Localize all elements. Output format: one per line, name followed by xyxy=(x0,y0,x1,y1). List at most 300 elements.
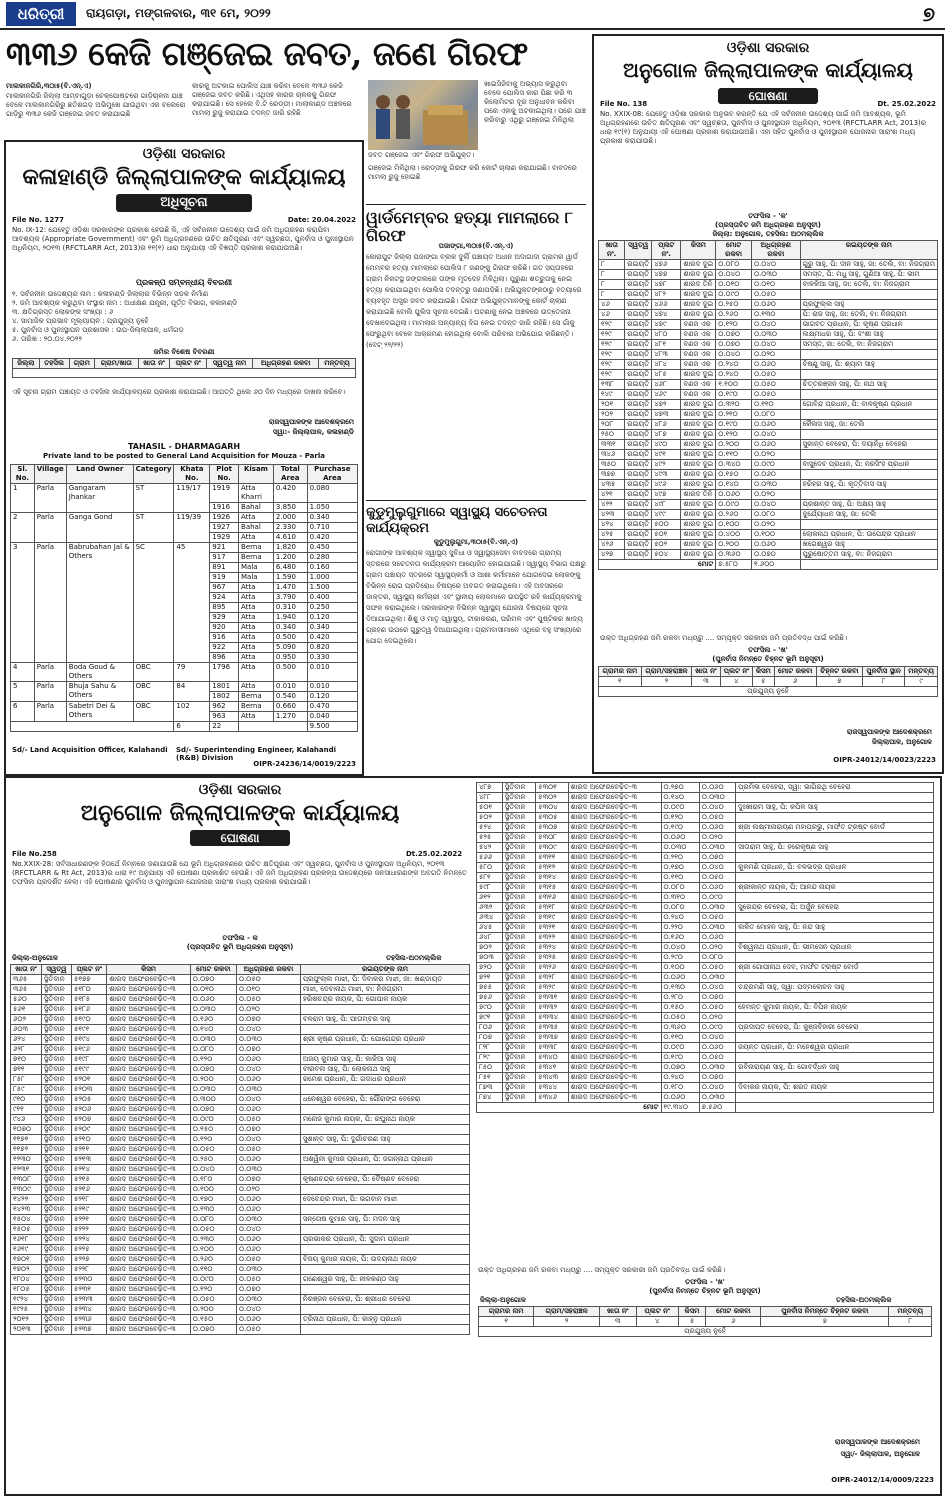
table-row xyxy=(11,1215,470,1225)
total-area: 1.270 xyxy=(273,712,307,722)
table-cell: ୦.୦୧୦ xyxy=(190,985,236,995)
story1-body-right: ଖାଇସିଜିବାକୁ ଅଭ୍ୟାସ କରୁଥିବା ବେଳେ ପୋଲିସ କାର ପିଛା କରି ୩ କିଲୋମିଟର ଦୂର ଅନୁଧାବନ କରିବା ପରେ ଏହାକୁ ଅଟକାଇଥିଲା। ପରେ ଯାଞ୍ଚ କରିବାରୁ ଏଥିରୁ ଗଞ୍ଜେଇ ମିଳିଥିଲା xyxy=(484,80,586,124)
table-cell: ସ୍ଥିତିବାନ xyxy=(41,985,71,995)
table-row xyxy=(477,833,934,843)
table-cell: ୫୮୧ xyxy=(477,873,503,883)
table-cell: ୫୧୯୧ xyxy=(71,1025,106,1035)
table-row xyxy=(11,1285,470,1295)
table-row xyxy=(477,843,934,853)
table-row xyxy=(599,470,938,480)
table-cell: ଶାରଦ ଅଫେରବେଢ଼ିତ-୩ xyxy=(107,1035,190,1045)
table-cell: ୦.୧୨୦ xyxy=(661,813,699,823)
total-purchase-area: 9.500 xyxy=(307,722,357,732)
table-cell: ରଇୟତି xyxy=(625,390,652,400)
plot-no: 922 xyxy=(210,643,239,653)
table-cell: ୦.୦୨୦ xyxy=(751,450,800,460)
plot-no: 917 xyxy=(210,553,239,563)
purchase-area: 0.330 xyxy=(307,653,357,663)
table-cell: ୦.୧୨୦ xyxy=(716,320,752,330)
table-cell: OBC xyxy=(133,682,174,702)
table-cell: ୦.୦୩୦ xyxy=(699,903,735,913)
table-cell: ୦.୦୭୦ xyxy=(190,1105,236,1115)
story1-caption: ଜବତ ଗଞ୍ଜେଇ ଏବଂ ଗିରଫ ଅଭିଯୁକ୍ତ। xyxy=(368,151,475,159)
table-cell: ଶାରଦ ଅଫେରବେଢ଼ିତ-୩ xyxy=(568,1043,661,1053)
table-cell: ୧୧୭୨ xyxy=(11,1145,42,1155)
table-cell: ୦.୧୦୦ xyxy=(751,530,800,540)
table-cell: ଶାରଦ ଅଫେରବେଢ଼ିତ-୩ xyxy=(107,1275,190,1285)
table-row xyxy=(11,1185,470,1195)
table-cell: ରଇୟତି xyxy=(625,510,652,520)
table-cell: ୪୭୪ xyxy=(652,310,681,320)
table-cell: ୦.୧୨୦ xyxy=(190,1055,236,1065)
table-cell: ST xyxy=(133,484,174,513)
table-cell: ସ୍ଥିତିବାନ xyxy=(502,803,535,813)
table-cell: ୫୩୨୯ xyxy=(536,983,568,993)
table-cell: ୦.୦୬୦ xyxy=(699,783,735,793)
table-cell: ରଇୟତି xyxy=(625,530,652,540)
table-cell: ୯୧୧ xyxy=(11,1105,42,1115)
total-owner-count: 6 xyxy=(174,722,210,732)
table-cell: ୫୩୪୧ xyxy=(536,1063,568,1073)
story3-headline: କୁଡୁମୁଲୁଗୁମାରେ ସ୍ୱାସ୍ଥ୍ୟ ସଚେତନତା କାର୍ଯ୍ୟକ୍ରମ xyxy=(366,505,548,536)
table-row xyxy=(599,350,938,360)
table-cell: କୈଳାସ ସାହୁ, ଜା: ତେଲି xyxy=(800,420,937,430)
table-cell: ପୁରୁଷୋତ୍ତମ ସାହୁ, ବା: ନିଜଗ୍ରାମ xyxy=(800,550,937,560)
table-cell: ୫୨୨୨ xyxy=(71,1225,106,1235)
table-cell: ୦.୩୬୦ xyxy=(661,1023,699,1033)
table-cell: ୦.୦୬୦ xyxy=(751,360,800,370)
table-cell: ସ୍ଥିତିବାନ xyxy=(502,1083,535,1093)
table-cell: Parla xyxy=(34,682,66,702)
table-cell: ବଣଜ ଏକ xyxy=(681,380,716,390)
column-header: Category xyxy=(133,465,174,484)
table-cell: ୦.୦୫୦ xyxy=(190,1145,236,1155)
table-cell: ଗଣେଶ୍ୱର ସାହୁ, ପି: ନୀଳକଣ୍ଠ ସାହୁ xyxy=(300,1275,469,1285)
table-cell: ସ୍ଥିତିବାନ xyxy=(502,1033,535,1043)
table-cell: ୧୨୯ xyxy=(599,340,625,350)
table-cell xyxy=(736,1103,934,1113)
table-cell: ୫୩୩୭ xyxy=(536,1033,568,1043)
table-row xyxy=(477,963,934,973)
table-cell: ୦.୨୪୦ xyxy=(661,1073,699,1083)
story1-body-left: ମାଲକାନଗିରି ଜିଲ୍ଲା ଆମ୍ବାଗୁଡ଼ା ଚେକ୍‌ପୋଷ୍ଟରେ ଗାଡ଼ିଚାଳନା ଯାଞ୍ଚ ବେଳେ ମାଲକାନଗିରିରୁ ଛତିଶଗଡ଼ ଅଭିମୁଖେ ଯାଉଥିବା ଏକ ବଲେରୋ ଗାଡ଼ିରୁ ୩୩୬ କେଜି ଗଞ୍ଜେଇ ଜବତ କରାଯାଇଛି xyxy=(6,92,186,118)
table-cell: ୫୨୦୫ xyxy=(71,1095,106,1105)
signature-order: ରାଜସ୍ୱପାଳଙ୍କ ଆଦେଶକ୍ରମେ xyxy=(268,418,354,426)
table-cell: ଶାରଦ ଅଫେରବେଢ଼ିତ-୩ xyxy=(107,1315,190,1325)
table-cell xyxy=(800,520,937,530)
table-cell: ୦.୨୩୦ xyxy=(190,1235,236,1245)
table-cell: ୦.୦୬୦ xyxy=(236,1195,300,1205)
purchase-area: 0.470 xyxy=(307,702,357,712)
table-cell: ୪୨୬ xyxy=(599,540,625,550)
table-cell: ବଳରାମ ସାହୁ, ପି: ପୀତାମ୍ବର ସାହୁ xyxy=(300,1015,469,1025)
table-cell: ଶାରଦ ଅଫେରବେଢ଼ିତ-୩ xyxy=(568,863,661,873)
table-cell: ୫୧୯୪ xyxy=(71,1035,106,1045)
table-row xyxy=(477,1093,934,1103)
table-cell: ବଣଜ ଏକ xyxy=(681,340,716,350)
table-cell: ୦.୦୭୦ xyxy=(751,550,800,560)
column-header: ଗ୍ରାମ/ସହରାଞ୍ଚଳ xyxy=(641,667,692,677)
plot-no: 929 xyxy=(210,613,239,623)
table-cell: ଶାରଦ ଅଫେରବେଢ଼ିତ-୩ xyxy=(568,923,661,933)
notice-banner: ଅଧିସୂଚନା xyxy=(116,194,252,212)
table-cell: ଶାରଦ ଦୁଇ xyxy=(681,290,716,300)
column-header: ଖାତା ନଂ. xyxy=(599,241,625,260)
table-cell: Parla xyxy=(34,663,66,682)
table-cell: ୫୨୧୬ xyxy=(71,1185,106,1195)
table-cell: ୪୨୫ xyxy=(599,530,625,540)
schedule-district: ଜିଲ୍ଲା: ଅନୁଗୋଳ, ତହସିଲ: ଅଠମଲ୍ଲିକ xyxy=(712,230,824,238)
table-cell: ରଇୟତି xyxy=(625,320,652,330)
table-cell: ସ୍ଥିତିବାନ xyxy=(502,993,535,1003)
logo-subtitle: DHARITRI xyxy=(10,22,38,28)
table-row xyxy=(599,510,938,520)
total-area: 1.590 xyxy=(273,573,307,583)
table-cell: ୧୮୦୫ xyxy=(11,1285,42,1295)
table-cell: ୪୮୮ xyxy=(477,793,503,803)
column-header: ମନ୍ତବ୍ୟ xyxy=(889,1307,932,1317)
table-cell: ୦.୧୫୦ xyxy=(716,470,752,480)
table-row xyxy=(477,953,934,963)
table-cell: ୦.୦୩୦ xyxy=(661,843,699,853)
signature-title: ସ୍ୱା:- ଜିଲ୍ଲାପାଳ, କଳାହାଣ୍ଡି xyxy=(273,428,354,436)
table-cell: ରଇୟତି xyxy=(625,260,652,270)
table-cell: ସ୍ଥିତିବାନ xyxy=(41,1275,71,1285)
story1-headline: ୩୩୬ କେଜି ଗଞ୍ଜେଇ ଜବତ, ଜଣେ ଗିରଫ xyxy=(6,34,528,73)
table-cell: ମାଝୀ, ଦେବାନାଥ ମାଝୀ, ବା: ନିଜଗ୍ରାମ xyxy=(300,985,469,995)
table-cell: ୦.୦୬୦ xyxy=(236,1075,300,1085)
table-cell: ରଇୟତି xyxy=(625,540,652,550)
table-title: Private land to be posted to General Land Acquisition for Mouza - Parla xyxy=(43,452,325,460)
plot-no: 924 xyxy=(210,593,239,603)
table-cell: 119/17 xyxy=(174,484,210,513)
table-cell: ୬୪୫ xyxy=(477,923,503,933)
purchase-area: 1.050 xyxy=(307,503,357,513)
table-row xyxy=(11,1145,470,1155)
story3-dateline: କୁଡୁମୁଲୁଗୁମା,୩୦ା୫(ବି.ଏନ୍‌.ଏ) xyxy=(433,538,519,546)
table-cell: ୮୭୩ xyxy=(477,1083,503,1093)
table-cell: ୫୩୦୧ xyxy=(536,783,568,793)
table-row xyxy=(11,1085,470,1095)
notice-gov: ଓଡ଼ିଶା ସରକାର xyxy=(198,782,282,798)
table-cell: ୪୮୬ xyxy=(652,420,681,430)
table-cell: ୦.୧୬୦ xyxy=(190,1015,236,1025)
column-index: ୯ xyxy=(905,677,938,687)
table-cell: ୧୨୯ xyxy=(599,320,625,330)
story2-body: କୋରାପୁଟ ଜିଲ୍ଲା ପଜାଙ୍ଗା ବ୍ଲକ ଦୁର୍ଲି ପଞ୍ଚାୟତ ଅଧୀନ ଅଦାଗାଦା ଗ୍ରାମର ୱାର୍ଡ ମେମ୍ବର ହତ୍ୟା ମାମଲାରେ ପୋଲିସ ୮ ଜଣଙ୍କୁ ଗିରଫ କରିଛି। ଗତ ସପ୍ତାହରେ ଗ୍ରାମ ନିକଟସ୍ଥ ଜଙ୍ଗଲରେ ତାଙ୍କ ମୃତଦେହ ମିଳିଥିଲା। ପୁରୁଣା ଶତ୍ରୁତାକୁ ନେଇ ହତ୍ୟା କରାଯାଇଥିବା ପୋଲିସ ତଦନ୍ତରୁ ଜଣାପଡ଼ିଛି। ଅଭିଯୁକ୍ତଙ୍କଠାରୁ ହତ୍ୟାରେ ବ୍ୟବହୃତ ଅସ୍ତ୍ର ଜବତ କରାଯାଇଛି। ଗିରଫ ଅଭିଯୁକ୍ତମାନଙ୍କୁ କୋର୍ଟ ଚାଲାଣ କରାଯାଇଛି ବୋଲି ପୁଲିସ ସୂଚନା ଦେଇଛି। ଘଟଣାକୁ ନେଇ ଅଞ୍ଚଳରେ ଉତ୍ତେଜନା ଦେଖାଦେଇଥିଲା। ମାମଲାର ଅନ୍ୟାନ୍ୟ ଦିଗ ନେଇ ତଦନ୍ତ ଜାରି ରହିଛି। ସେ ଗାଁକୁ ଫେରୁଥିବା ବେଳେ ଆକ୍ରମଣ ହୋଇଥିଲା ବୋଲି ପରିବାର ଅଭିଯୋଗ କରିଛନ୍ତି। (ବେଟ୍‌ ୨୨/୨୨) xyxy=(366,253,582,349)
table-cell: ୫୨୧୮ xyxy=(71,1195,106,1205)
kalahandi-notice xyxy=(4,140,364,776)
table-cell: ୩୬୫ xyxy=(11,975,42,985)
table-cell: ସ୍ଥିତିବାନ xyxy=(41,1285,71,1295)
table-cell: ସ୍ଥିତିବାନ xyxy=(41,1295,71,1305)
list-item: ୨. ଜମି ଆବଶ୍ୟକ କରୁଥିବା ସଂସ୍ଥାର ନାମ : ଅଧୀକ୍ଷଣ ଯନ୍ତ୍ରୀ, ପୂର୍ତ୍ତ ବିଭାଗ, କଳାହାଣ୍ଡି xyxy=(12,299,238,307)
table-cell: ୦.୦୫୦ xyxy=(190,1225,236,1235)
table-row xyxy=(599,520,938,530)
table-cell: ଶାରଦ ଅଫେରବେଢ଼ିତ-୩ xyxy=(107,1075,190,1085)
table-row xyxy=(11,1055,470,1065)
table-cell xyxy=(800,390,937,400)
table-cell: ୦.୦୫୦ xyxy=(699,1003,735,1013)
kisam: Atta xyxy=(239,603,274,613)
table-cell: ହରିହର ସାହୁ, ପି: କୃତ୍ତିବାସ ସାହୁ xyxy=(800,480,937,490)
purchase-area: 0.710 xyxy=(307,523,357,533)
story3-body: ରୋଗୀଙ୍କ ଆବଶ୍ୟକ ସ୍ୱାସ୍ଥ୍ୟ ସୁବିଧା ଓ ସ୍ୱାସ୍ଥ୍ୟସେବା ବାବଦରେ ଗ୍ରାମ୍ୟ ସ୍ତରରେ ସଚେତନତା କାର୍ଯ୍ୟକ୍ରମ ଆୟୋଜିତ ହୋଇଯାଇଛି। ସ୍ୱାସ୍ଥ୍ୟ ବିଭାଗ ପକ୍ଷରୁ ଗ୍ରାମ ପଞ୍ଚାୟତ ସ୍ତରରେ ସ୍ୱାସ୍ଥ୍ୟକର୍ମୀ ଓ ଆଶା କର୍ମୀମାନେ ଯୋଗଦେଇ ଲୋକଙ୍କୁ ବିଭିନ୍ନ ରୋଗ ପ୍ରତିରୋଧ ବିଷୟରେ ଅବଗତ କରାଇଥିଲେ। ଏହି ଅବସରରେ ଡାକ୍ତର, ସ୍ୱାସ୍ଥ୍ୟ କର୍ମଚାରୀ ଏବଂ ସ୍ଥାନୀୟ ଲୋକମାନେ ଉପସ୍ଥିତ ରହି କାର୍ଯ୍ୟକ୍ରମକୁ ସଫଳ କରାଇଥିଲେ। ସରକାରଙ୍କ ବିଭିନ୍ନ ସ୍ୱାସ୍ଥ୍ୟ ଯୋଜନା ବିଷୟରେ ସୂଚନା ଦିଆଯାଇଥିଲା। ଶିଶୁ ଓ ମାତୃ ସ୍ୱାସ୍ଥ୍ୟ, ଟୀକାକରଣ, ପରିମଳ ଏବଂ ପୁଷ୍ଟିକର ଖାଦ୍ୟ ଗ୍ରହଣ ଉପରେ ଗୁରୁତ୍ୱ ଦିଆଯାଇଥିଲା। ଗ୍ରାମବାସୀମାନେ ଏଥିରେ ବହୁ ସଂଖ୍ୟାରେ ଯୋଗ ଦେଇଥିଲେ। xyxy=(366,549,586,645)
table-cell: ୦.୦୬୦ xyxy=(236,1155,300,1165)
column-header: ଗ୍ରାମର ନାମ xyxy=(479,1307,534,1317)
kisam: Atta xyxy=(239,712,274,722)
table-cell: ସୁଶାନ୍ତ ସାହୁ, ପି: ଦୁର୍ଗାଚରଣ ସାହୁ xyxy=(300,1135,469,1145)
table-row xyxy=(11,1105,470,1115)
newspaper-logo: ଧରିତ୍ରୀ xyxy=(6,2,76,26)
table-cell: ୦.୦୩୦ xyxy=(236,1085,300,1095)
table-cell xyxy=(736,973,934,983)
kisam: Atta xyxy=(239,593,274,603)
parla-land-table xyxy=(10,464,358,732)
table-row xyxy=(477,1083,934,1093)
table-cell: ୦.୧୯୦ xyxy=(661,1053,699,1063)
table-row xyxy=(477,903,934,913)
table-cell xyxy=(800,350,937,360)
table-cell: ୦.୦୭୦ xyxy=(716,330,752,340)
table-cell: Boda Goud & Others xyxy=(66,663,133,682)
table-cell: ଚନ୍ଦ୍ରମଣି ସାହୁ, ସ୍ୱା: ପଦ୍ମଲୋଚନ ସାହୁ xyxy=(736,983,934,993)
table-cell: ୫୨୦୭ xyxy=(71,1115,106,1125)
table-cell: ୧୬୧୮ xyxy=(11,1235,42,1245)
table-cell: ଜୟନ୍ତ ପ୍ରଧାନ, ପି: ମହେଶ୍ୱର ପ୍ରଧାନ xyxy=(736,1043,934,1053)
table-cell: ଶାରଦ ଅଫେରବେଢ଼ିତ-୩ xyxy=(107,1155,190,1165)
table-cell: ୦.୦୫୦ xyxy=(236,995,300,1005)
list-item: ୩. କ୍ଷତିଗ୍ରସ୍ତ ଲୋକଙ୍କ ସଂଖ୍ୟା : ୬ xyxy=(12,308,114,316)
table-row xyxy=(599,500,938,510)
notice-date: Dt.25.02.2022 xyxy=(406,850,463,858)
table-cell: ୫୩୪୪ xyxy=(536,1083,568,1093)
notice-date: Date: 20.04.2022 xyxy=(287,216,356,224)
table-cell: ରଇୟତି xyxy=(625,400,652,410)
table-cell: ୫୩୩୨ xyxy=(536,1003,568,1013)
table-cell: ୫୩୧୮ xyxy=(536,903,568,913)
column-header: ଖାତା ନଂ xyxy=(599,1307,636,1317)
table-cell xyxy=(736,853,934,863)
table-cell: ଶାରଦ ଅଫେରବେଢ଼ିତ-୩ xyxy=(568,1003,661,1013)
table-cell: ଶାରଦ ଦୁଇ xyxy=(681,500,716,510)
column-header: Sl. No. xyxy=(11,465,35,484)
total-row xyxy=(599,560,938,570)
column-header: ମନ୍ତବ୍ୟ xyxy=(319,359,356,369)
table-cell: ୮୫୦ xyxy=(477,1063,503,1073)
table-cell: ୧୪୯ xyxy=(599,390,625,400)
table-row xyxy=(11,1175,470,1185)
table-row xyxy=(11,702,358,712)
angul-top-schedule2-table xyxy=(598,666,938,697)
table-row xyxy=(599,430,938,440)
column-header: ଖାତା ନଂ xyxy=(692,667,720,677)
table-cell: ୦.୦୬୦ xyxy=(699,1043,735,1053)
table-cell: ୮ xyxy=(599,270,625,280)
table-cell xyxy=(736,1073,934,1083)
table-cell: ୦.୦୩୦ xyxy=(236,1035,300,1045)
column-index: ୩ xyxy=(692,677,720,687)
table-cell: ସ୍ଥିତିବାନ xyxy=(41,1205,71,1215)
table-cell: ୧୨୯ xyxy=(599,360,625,370)
table-cell: ୦.୦୬୦ xyxy=(190,995,236,1005)
table-cell xyxy=(800,470,937,480)
table-cell: ୩୬୫ xyxy=(11,985,42,995)
table-cell: ୭୧୦ xyxy=(11,1055,42,1065)
table-cell: ୦.୦୨୦ xyxy=(751,350,800,360)
total-plot-count: 22 xyxy=(210,722,239,732)
column-header: କିସମ xyxy=(753,667,774,677)
table-cell: ୦.୦୩୦ xyxy=(699,793,735,803)
table-cell: ୭୨୦ xyxy=(477,963,503,973)
table-cell: ୦.୩୨୦ xyxy=(716,400,752,410)
table-cell: ୦.୦୭୦ xyxy=(699,1073,735,1083)
table-cell: ୧୭୦୨ xyxy=(11,1265,42,1275)
table-cell: ୦.୦୪୦ xyxy=(716,350,752,360)
table-cell: ୧୧୭୧ xyxy=(11,1135,42,1145)
table-cell: ସ୍ଥିତିବାନ xyxy=(502,963,535,973)
table-cell xyxy=(736,1013,934,1023)
table-cell: ରଇୟତି xyxy=(625,410,652,420)
table-cell: ଶାରଦ ଅଫେରବେଢ଼ିତ-୩ xyxy=(107,1325,190,1335)
table-cell: ୦.୧୦୦ xyxy=(661,963,699,973)
table-row xyxy=(11,1235,470,1245)
list-item: ୫. ପୁନର୍ବାସ ଓ ପୁନଃସ୍ଥାପନ ପ୍ରଶାସକ : ଉପ-ଜିଲ୍ଲାପାଳ, ଧର୍ମଗଡ଼ xyxy=(12,326,184,334)
table-cell: ୦.୦୫୦ xyxy=(699,963,735,973)
table-cell: ଶାରଦ ଅଫେରବେଢ଼ିତ-୩ xyxy=(568,833,661,843)
table-cell: ୦.୨୪୦ xyxy=(716,360,752,370)
table-cell: ୧୫୦୪ xyxy=(11,1215,42,1225)
plot-no: 896 xyxy=(210,653,239,663)
table-cell: ୦.୩୬୦ xyxy=(716,550,752,560)
table-cell: ଶାରଦ ଅଫେରବେଢ଼ିତ-୩ xyxy=(107,995,190,1005)
table-cell: ୦.୨୪୦ xyxy=(661,913,699,923)
table-cell: ୮୨୮ xyxy=(477,1043,503,1053)
column-header: ଜିଲ୍ଲା xyxy=(13,359,40,369)
column-header: ମୋଟ ରକବା xyxy=(774,667,816,677)
kisam: Bahal xyxy=(239,523,274,533)
table-cell: ଶାରଦ ଅଫେରବେଢ଼ିତ-୩ xyxy=(568,1053,661,1063)
table-row xyxy=(11,543,358,553)
table-cell: ୦.୧୧୦ xyxy=(716,450,752,460)
table-cell: Parla xyxy=(34,513,66,543)
table-cell: ସ୍ଥିତିବାନ xyxy=(41,1305,71,1315)
table-cell: ଶାରଦ ତିନି xyxy=(681,280,716,290)
table-cell: ୮୭୪ xyxy=(477,1093,503,1103)
table-row xyxy=(11,1255,470,1265)
table-cell: ଲଳିତ ମୋହନ ସାହୁ, ପି: ନନ୍ଦ ସାହୁ xyxy=(736,923,934,933)
table-cell: ରଇୟତି xyxy=(625,300,652,310)
table-cell: ୪୯୯ xyxy=(652,510,681,520)
table-cell: ୫୧୯୮ xyxy=(71,1055,106,1065)
purchase-area: 0.340 xyxy=(307,513,357,523)
table-cell: ଭାଗବତ ପ୍ରଧାନ, ପି: କୃଷ୍ଣ ପ୍ରଧାନ xyxy=(800,320,937,330)
table-cell: ଶାରଦ ଅଫେରବେଢ଼ିତ-୩ xyxy=(107,1135,190,1145)
table-row xyxy=(599,410,938,420)
table-cell xyxy=(300,1165,469,1175)
table-row xyxy=(477,933,934,943)
table-cell: ସ୍ଥିତିବାନ xyxy=(41,1165,71,1175)
table-cell: ୫୨୧୫ xyxy=(71,1175,106,1185)
total-area: 6.480 xyxy=(273,563,307,573)
column-header: Total Area xyxy=(273,465,307,484)
purchase-area: 0.120 xyxy=(307,692,357,702)
table-cell: ଚିତ୍ତରଞ୍ଜନ ସାହୁ, ପି: ନାଥ ସାହୁ xyxy=(800,380,937,390)
table-cell: ଶାରଦ ଅଫେରବେଢ଼ିତ-୩ xyxy=(568,1073,661,1083)
table-cell: ସ୍ଥିତିବାନ xyxy=(502,873,535,883)
notice-note: ଉକ୍ତ ଅଧିଗ୍ରହଣ ଜମି ରକବା ମଧ୍ୟରୁ .... ସମ୍ପୃକ୍ତ ସରକାରୀ ଜମି ପ୍ରତିବଦ୍ଧ ପାଇଁ କରିଛି। xyxy=(600,634,847,642)
plot-no: 919 xyxy=(210,573,239,583)
column-index: ୭ xyxy=(761,1317,889,1327)
table-cell: ୧.୧୦୦ xyxy=(716,380,752,390)
table-cell: ସନ୍ତୋଷ କୁମାର ସାହୁ, ପି: ମଦନ ସାହୁ xyxy=(300,1215,469,1225)
angul-bottom-schedule2-table xyxy=(478,1306,932,1337)
table-cell: ୦.୦୪୦ xyxy=(236,1305,300,1315)
table-cell: OBC xyxy=(133,663,174,682)
total-area: 1.200 xyxy=(273,553,307,563)
total-area: 1.470 xyxy=(273,583,307,593)
table-cell: ୦.୦୯୦ xyxy=(699,1023,735,1033)
table-cell: ୪୭୯ xyxy=(652,320,681,330)
table-row xyxy=(477,813,934,823)
purchase-area: 0.250 xyxy=(307,603,357,613)
table-cell: ଶାରଦ ଅଫେରବେଢ଼ିତ-୩ xyxy=(568,1083,661,1093)
table-cell xyxy=(300,1005,469,1015)
total-area: 0.340 xyxy=(273,623,307,633)
schedule2-subtitle: (ପୁନର୍ବାସ ନିମନ୍ତେ ଚିହ୍ନଟ ଭୂମି ଅନୁସୂଚୀ) xyxy=(649,1287,761,1295)
table-cell: ସ୍ଥିତିବାନ xyxy=(41,1015,71,1025)
table-row xyxy=(599,420,938,430)
table-cell: ୦.୦୩୦ xyxy=(236,1295,300,1305)
plot-no: 1801 xyxy=(210,682,239,692)
column-header: ପ୍ଲଟ ନଂ xyxy=(720,667,752,677)
table-cell: ୦.୧୫୦ xyxy=(190,1315,236,1325)
table-row xyxy=(477,923,934,933)
table-row xyxy=(11,484,358,503)
table-cell: ୮୦୭ xyxy=(477,1033,503,1043)
table-row xyxy=(11,1295,470,1305)
table-cell: ୦.୨୧୦ xyxy=(716,410,752,420)
plot-no: 1926 xyxy=(210,513,239,523)
table-cell: ରଇୟତି xyxy=(625,340,652,350)
table-cell: ୦.୦୪୦ xyxy=(716,270,752,280)
angul-bottom-table-right xyxy=(476,782,934,1113)
table-cell: ସ୍ଥିତିବାନ xyxy=(502,943,535,953)
table-row xyxy=(599,320,938,330)
table-cell: Parla xyxy=(34,484,66,513)
table-cell: ୧୩୦୯ xyxy=(11,1185,42,1195)
column-header: ମୋଟ ରକବା xyxy=(190,965,236,975)
table-cell: ଶାରଦ ଅଫେରବେଢ଼ିତ-୩ xyxy=(107,1025,190,1035)
plot-no: 920 xyxy=(210,623,239,633)
table-row xyxy=(11,682,358,692)
table-cell: ଶାରଦ ଅଫେରବେଢ଼ିତ-୩ xyxy=(568,903,661,913)
purchase-area: 1.000 xyxy=(307,573,357,583)
table-cell: ୪୯୭ xyxy=(652,490,681,500)
table-cell: ୫୩୦୭ xyxy=(536,823,568,833)
table-row xyxy=(477,983,934,993)
table-row xyxy=(477,1073,934,1083)
table-cell: ଶାରଦ ଦୁଇ xyxy=(681,460,716,470)
story1-body-mid: କାରକୁ ଅଟକାଇ ପୋଲିସ ଯାଞ୍ଚ କରିବା ବେଳେ ୩୩୬ କେଜି ଗଞ୍ଜେଇ ଜବତ କରିଛି। ଏଥିସହ କାରର ଚାଳକକୁ ଗିରଫ କରାଯାଇଛି। ସେ ହେଲେ ବି.ଟି ରେଡ୍ଡୀ। ମାଲାକାଣ୍ଡ ଅଞ୍ଚଳରେ ମାମଲା ରୁଜୁ କରାଯାଇ ତଦନ୍ତ ଜାରି ରହିଛି xyxy=(192,82,352,117)
table-cell: ୦.୧୦୦ xyxy=(716,520,752,530)
table-row xyxy=(11,1165,470,1175)
plot-no: 967 xyxy=(210,583,239,593)
table-cell: ୦.୦୬୦ xyxy=(661,1093,699,1103)
table-cell xyxy=(300,1045,469,1055)
purchase-area: 0.160 xyxy=(307,563,357,573)
table-cell: ୫୦୧ xyxy=(652,530,681,540)
